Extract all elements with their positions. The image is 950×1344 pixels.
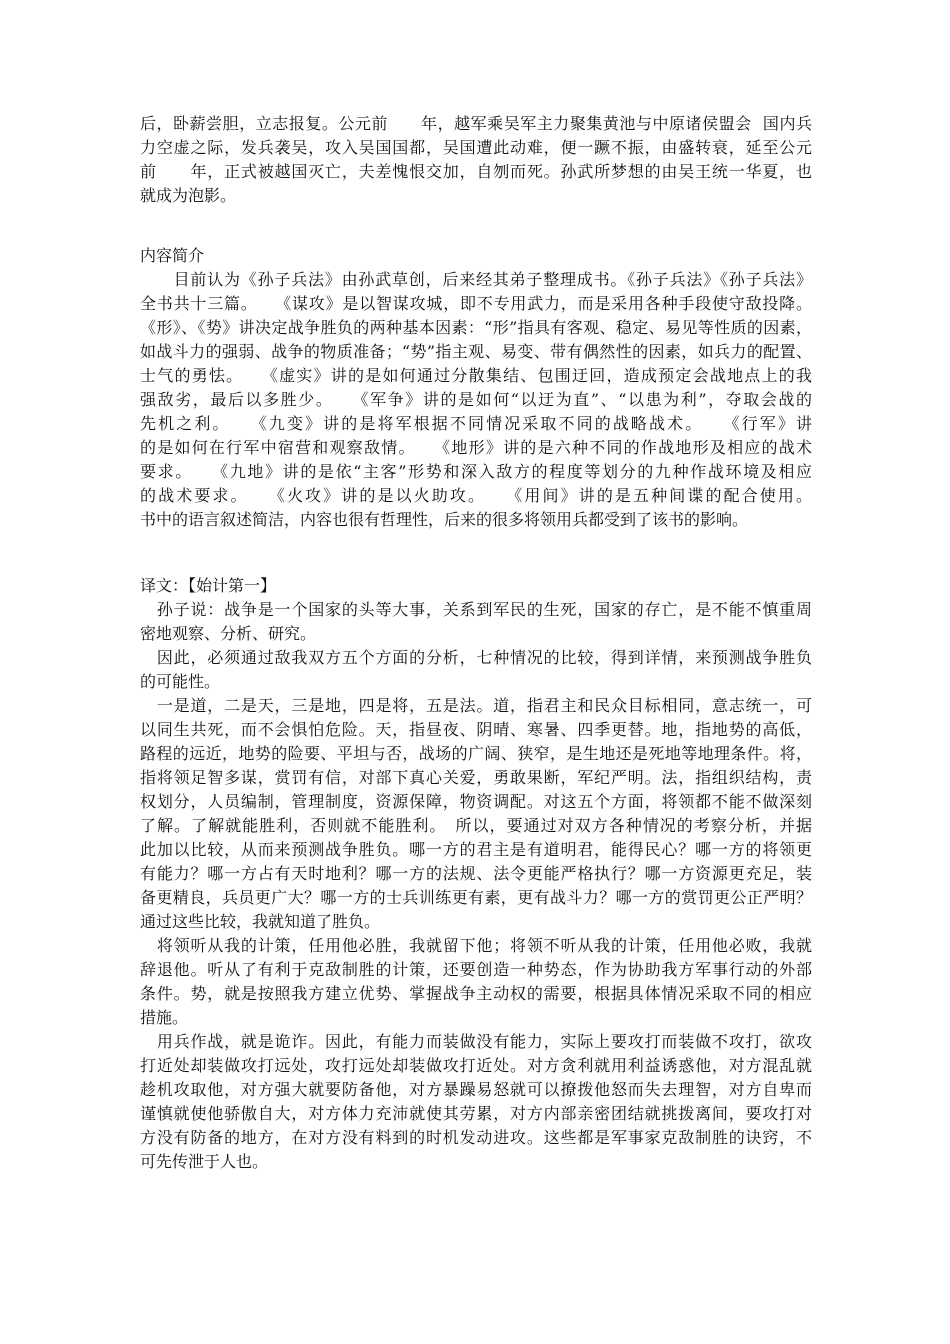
text-line: 通过这些比较，我就知道了胜负。 — [140, 912, 381, 931]
text-line: 先机之利。 《九变》讲的是将军根据不同情况采取不同的战略战术。 《行军》讲 — [140, 414, 812, 433]
text-line: 措施。 — [140, 1008, 189, 1027]
section-heading: 译文：【始计第一】 — [140, 576, 277, 595]
text-line: 打近处却装做攻打远处，攻打远处却装做攻打近处。对方贪利就用利益诱惑他，对方混乱就 — [140, 1056, 812, 1075]
text-line: 了解。了解就能胜利，否则就不能胜利。 所以，要通过对双方各种情况的考察分析，并据 — [140, 816, 812, 835]
text-line: 权划分，人员编制，管理制度，资源保障，物资调配。对这五个方面，将领都不能不做深刻 — [140, 792, 812, 811]
text-line: 孙子说：战争是一个国家的头等大事，关系到军民的生死，国家的存亡，是不能不慎重周 — [140, 600, 812, 619]
content-section — [140, 244, 812, 532]
text-line: 全书共十三篇。 《谋攻》是以智谋攻城，即不专用武力，而是采用各种手段使守敌投降。 — [140, 294, 812, 313]
text-line: 有能力？哪一方占有天时地利？哪一方的法规、法令更能严格执行？哪一方资源更充足，装 — [140, 864, 812, 883]
text-line: 一是道，二是天，三是地，四是将，五是法。道，指君主和民众目标相同，意志统一，可 — [140, 696, 812, 715]
text-line: 的是如何在行军中宿营和观察敌情。 《地形》讲的是六种不同的作战地形及相应的战术 — [140, 438, 812, 457]
section-heading: 内容简介 — [140, 246, 205, 265]
text-line: 目前认为《孙子兵法》由孙武草创，后来经其弟子整理成书。《孙子兵法》《孙子兵法》 — [140, 270, 812, 289]
text-line: 士气的勇怯。 《虚实》讲的是如何通过分散集结、包围迂回，造成预定会战地点上的我 — [140, 366, 812, 385]
text-line: 辞退他。听从了有利于克敌制胜的计策，还要创造一种势态，作为协助我方军事行动的外部 — [140, 960, 812, 979]
text-line: 指将领足智多谋，赏罚有信，对部下真心关爱，勇敢果断，军纪严明。法，指组织结构，责 — [140, 768, 812, 787]
text-line: 力空虚之际，发兵袭吴，攻入吴国国都，吴国遭此动难，便一蹶不振，由盛转衰，延至公元 — [140, 138, 812, 157]
spacer — [140, 208, 812, 244]
text-line: 强敌劣，最后以多胜少。 《军争》讲的是如何“以迂为直”、“以患为利”，夺取会战的 — [140, 390, 812, 409]
text-line: 谨慎就使他骄傲自大，对方体力充沛就使其劳累，对方内部亲密团结就挑拨离间，要攻打对 — [140, 1104, 812, 1123]
text-line: 的战术要求。 《火攻》讲的是以火助攻。 《用间》讲的是五种间谍的配合使用。 — [140, 486, 812, 505]
spacer — [140, 532, 812, 574]
text-line: 因此，必须通过敌我双方五个方面的分析，七种情况的比较，得到详情，来预测战争胜负 — [140, 648, 812, 667]
text-line: 可先传泄于人也。 — [140, 1152, 269, 1171]
translation-section — [140, 574, 812, 1174]
text-line: 书中的语言叙述简洁，内容也很有哲理性，后来的很多将领用兵都受到了该书的影响。 — [140, 510, 749, 529]
text-line: 此加以比较，从而来预测战争胜负。哪一方的君主是有道明君，能得民心？哪一方的将领更 — [140, 840, 812, 859]
text-line: 用兵作战，就是诡诈。因此，有能力而装做没有能力，实际上要攻打而装做不攻打，欲攻 — [140, 1032, 812, 1051]
text-line: 方没有防备的地方，在对方没有料到的时机发动进攻。这些都是军事家克敌制胜的诀窍，不 — [140, 1128, 812, 1147]
text-line: 条件。势，就是按照我方建立优势、掌握战争主动权的需要，根据具体情况采取不同的相应 — [140, 984, 812, 1003]
text-line: 备更精良，兵员更广大？哪一方的士兵训练更有素，更有战斗力？哪一方的赏罚更公正严明？ — [140, 888, 812, 907]
intro-paragraph — [140, 112, 812, 208]
text-line: 后，卧薪尝胆，立志报复。公元前 年，越军乘吴军主力聚集黄池与中原诸侯盟会 国内兵 — [140, 114, 812, 133]
text-line: 如战斗力的强弱、战争的物质准备；“势”指主观、易变、带有偶然性的因素，如兵力的配置、 — [140, 342, 812, 361]
text-line: 要求。 《九地》讲的是依“主客”形势和深入敌方的程度等划分的九种作战环境及相应 — [140, 462, 812, 481]
text-line: 《形》、《势》讲决定战争胜负的两种基本因素：“形”指具有客观、稳定、易见等性质的因素， — [140, 318, 812, 337]
text-line: 趁机攻取他，对方强大就要防备他，对方暴躁易怒就可以撩拨他怒而失去理智，对方自卑而 — [140, 1080, 812, 1099]
text-line: 密地观察、分析、研究。 — [140, 624, 317, 643]
text-line: 的可能性。 — [140, 672, 221, 691]
text-line: 前 年，正式被越国灭亡，夫差愧恨交加，自刎而死。孙武所梦想的由吴王统一华夏，也 — [140, 162, 812, 181]
document-page — [140, 112, 812, 1174]
text-line: 就成为泡影。 — [140, 186, 237, 205]
text-line: 将领听从我的计策，任用他必胜，我就留下他；将领不听从我的计策，任用他必败，我就 — [140, 936, 812, 955]
text-line: 以同生共死，而不会惧怕危险。天，指昼夜、阴晴、寒暑、四季更替。地，指地势的高低， — [140, 720, 812, 739]
text-line: 路程的远近，地势的险要、平坦与否，战场的广阔、狭窄，是生地还是死地等地理条件。将， — [140, 744, 812, 763]
